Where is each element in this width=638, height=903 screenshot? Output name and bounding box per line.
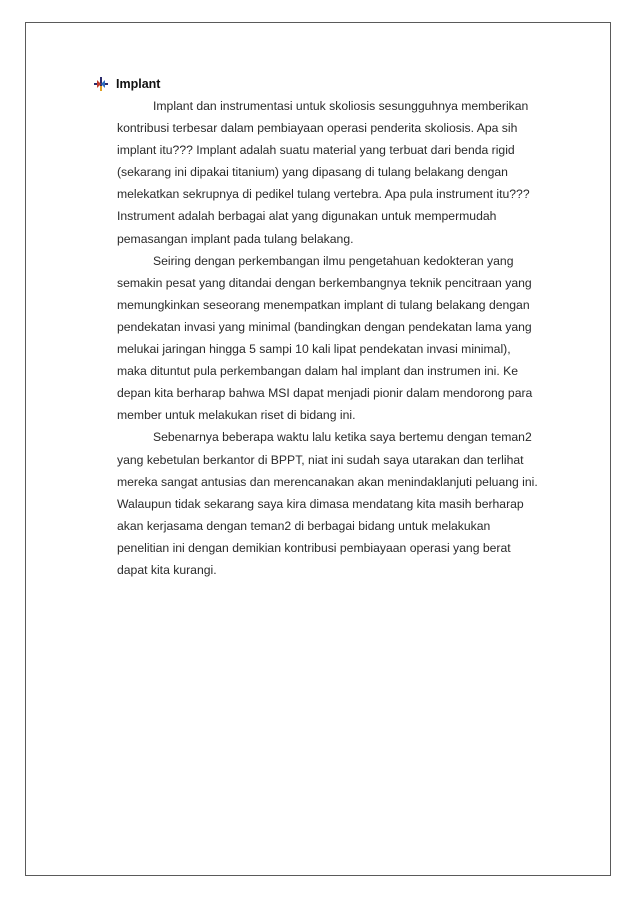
text-line: akan kerjasama dengan teman2 di berbagai bidang untuk melakukan [117, 518, 491, 533]
body-paragraphs [117, 95, 567, 581]
text-line: Sebenarnya beberapa waktu lalu ketika saya bertemu dengan teman2 [153, 430, 532, 445]
text-line: penelitian ini dengan demikian kontribusi pembiayaan operasi yang berat [117, 540, 511, 555]
text-line: semakin pesat yang ditandai dengan berkembangnya teknik pencitraan yang [117, 275, 532, 290]
text-line: dapat kita kurangi. [117, 562, 217, 577]
text-line: mereka sangat antusias dan merencanakan akan menindaklanjuti peluang ini. [117, 474, 538, 489]
text-line: melekatkan sekrupnya di pedikel tulang vertebra. Apa pula instrument itu??? [117, 187, 530, 202]
text-line: Walaupun tidak sekarang saya kira dimasa mendatang kita masih berharap [117, 496, 524, 511]
text-line: member untuk melakukan riset di bidang ini. [117, 408, 356, 423]
text-line: pendekatan invasi yang minimal (bandingkan dengan pendekatan lama yang [117, 319, 532, 334]
text-line: Instrument adalah berbagai alat yang digunakan untuk mempermudah [117, 209, 497, 224]
text-line: kontribusi terbesar dalam pembiayaan operasi penderita skoliosis. Apa sih [117, 121, 518, 136]
text-line: depan kita berharap bahwa MSI dapat menjadi pionir dalam mendorong para [117, 386, 533, 401]
text-line: Implant dan instrumentasi untuk skoliosis sesungguhnya memberikan [153, 99, 529, 113]
text-line: (sekarang ini dipakai titanium) yang dipasang di tulang belakang dengan [117, 165, 508, 180]
text-line: Seiring dengan perkembangan ilmu pengetahuan kedokteran yang [153, 253, 514, 268]
text-line: memungkinkan seseorang menempatkan implant di tulang belakang dengan [117, 297, 530, 312]
text-line: maka dituntut pula perkembangan dalam hal implant dan instrumen ini. Ke [117, 364, 519, 379]
section-heading [94, 75, 160, 93]
text-line: pemasangan implant pada tulang belakang. [117, 231, 354, 246]
text-line: melukai jaringan hingga 5 sampi 10 kali lipat pendekatan invasi minimal), [117, 342, 511, 357]
text-line: yang kebetulan berkantor di BPPT, niat ini sudah saya utarakan dan terlihat [117, 452, 524, 467]
text-line: implant itu??? Implant adalah suatu material yang terbuat dari benda rigid [117, 143, 515, 158]
arrow-bullet-icon [94, 77, 108, 91]
section-heading-text: Implant [116, 77, 161, 91]
